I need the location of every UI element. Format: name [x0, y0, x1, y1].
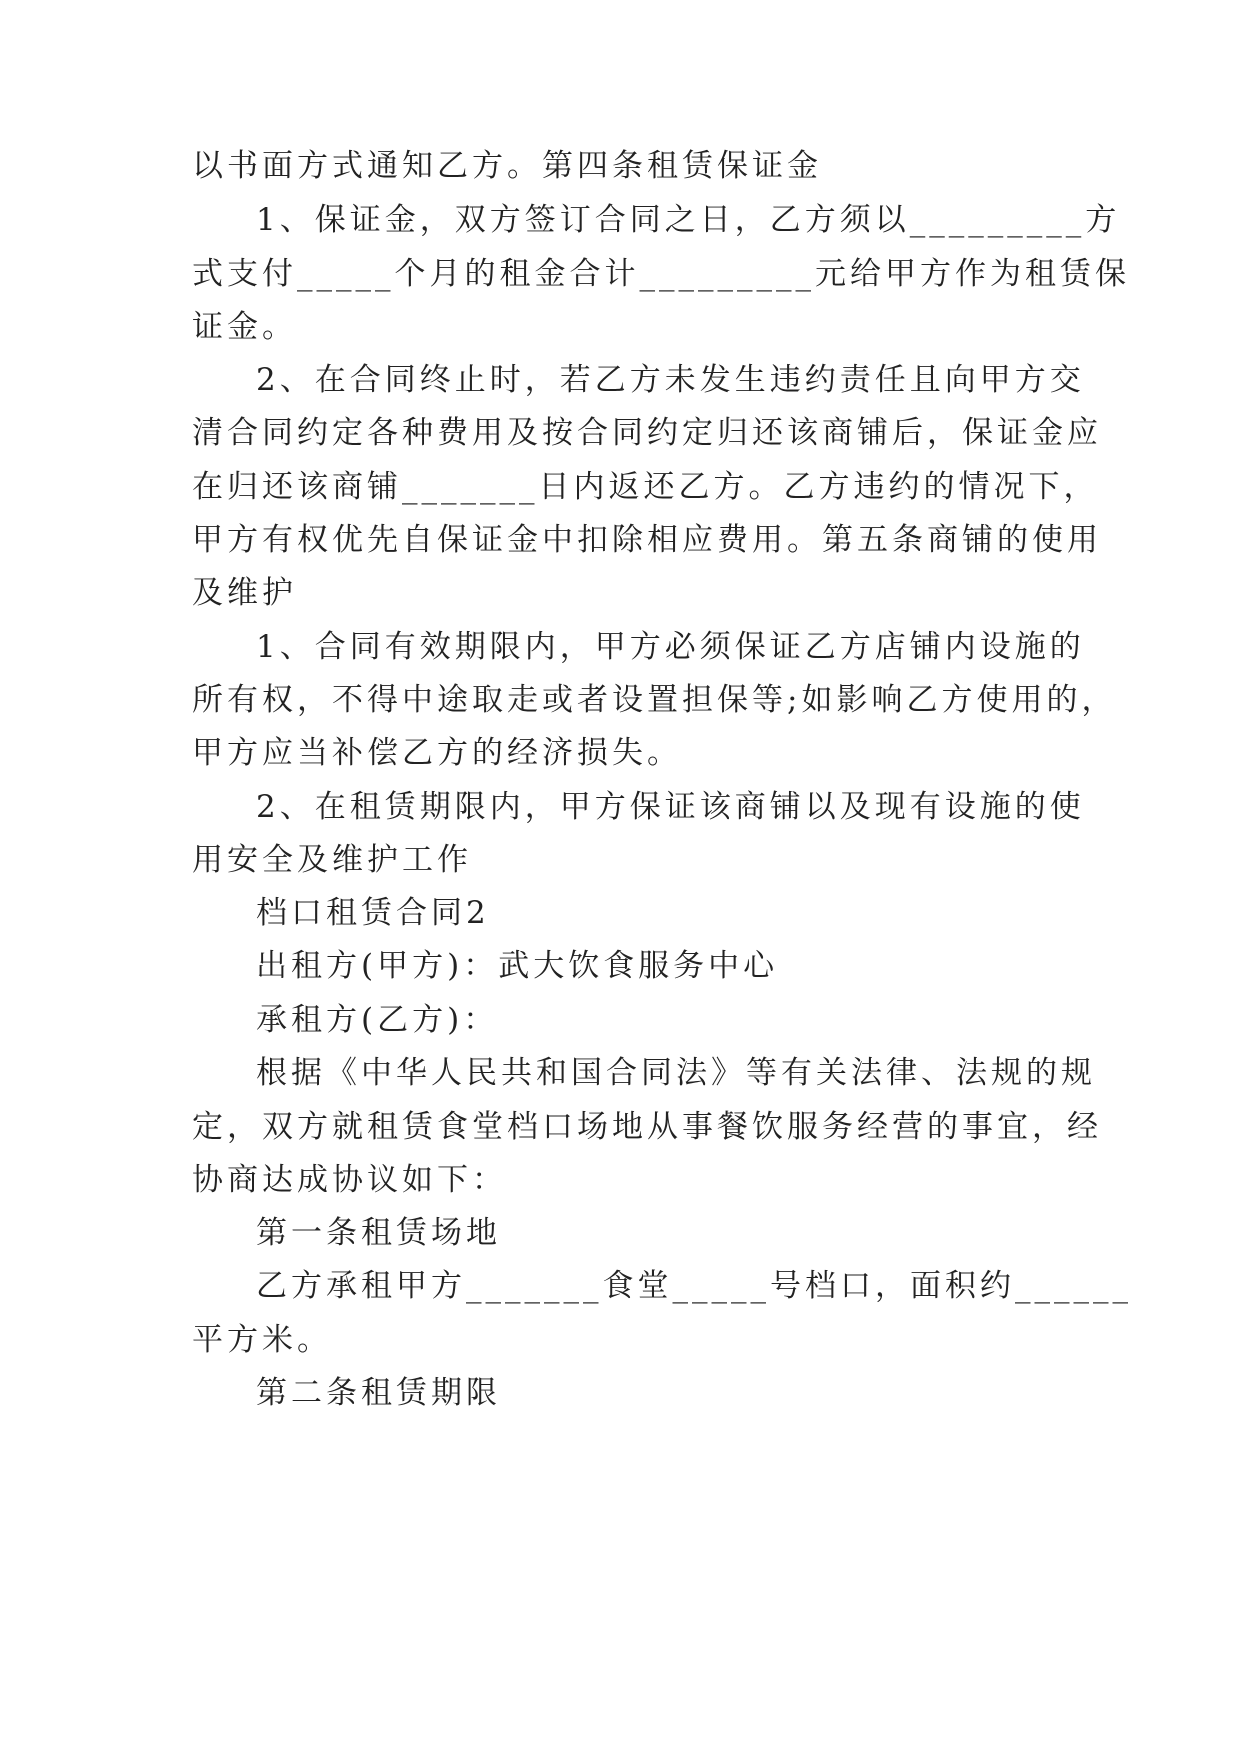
clause-heading: 第二条租赁期限 [256, 1375, 501, 1411]
text-line: 证金。 [192, 309, 297, 345]
text-line: 用安全及维护工作 [192, 842, 472, 878]
text-line: 出租方(甲方)：武大饮食服务中心 [256, 948, 779, 984]
text-line: 定，双方就租赁食堂档口场地从事餐饮服务经营的事宜，经 [192, 1109, 1102, 1145]
text-line: 甲方有权优先自保证金中扣除相应费用。第五条商铺的使用 [192, 522, 1102, 558]
text-line: 式支付_____个月的租金合计_________元给甲方作为租赁保 [192, 256, 1130, 292]
clause-heading: 第一条租赁场地 [256, 1215, 501, 1251]
text-line: 乙方承租甲方_______食堂_____号档口，面积约______ [256, 1268, 1132, 1304]
text-line: 1、保证金，双方签订合同之日，乙方须以_________方 [256, 202, 1121, 238]
text-line: 及维护 [192, 575, 297, 611]
text-line: 协商达成协议如下： [192, 1162, 507, 1198]
text-line: 在归还该商铺_______日内返还乙方。乙方违约的情况下， [192, 469, 1099, 505]
text-line: 根据《中华人民共和国合同法》等有关法律、法规的规 [256, 1055, 1096, 1091]
text-line: 1、合同有效期限内，甲方必须保证乙方店铺内设施的 [256, 629, 1085, 665]
text-line: 2、在租赁期限内，甲方保证该商铺以及现有设施的使 [256, 789, 1085, 825]
text-line: 平方米。 [192, 1322, 332, 1358]
text-line: 甲方应当补偿乙方的经济损失。 [192, 735, 682, 771]
text-line: 清合同约定各种费用及按合同约定归还该商铺后，保证金应 [192, 415, 1102, 451]
section-title: 档口租赁合同2 [256, 895, 490, 931]
text-line: 以书面方式通知乙方。第四条租赁保证金 [192, 148, 822, 184]
text-line: 2、在合同终止时，若乙方未发生违约责任且向甲方交 [256, 362, 1085, 398]
text-line: 所有权，不得中途取走或者设置担保等;如影响乙方使用的， [192, 682, 1117, 718]
text-line: 承租方(乙方)： [256, 1002, 499, 1038]
